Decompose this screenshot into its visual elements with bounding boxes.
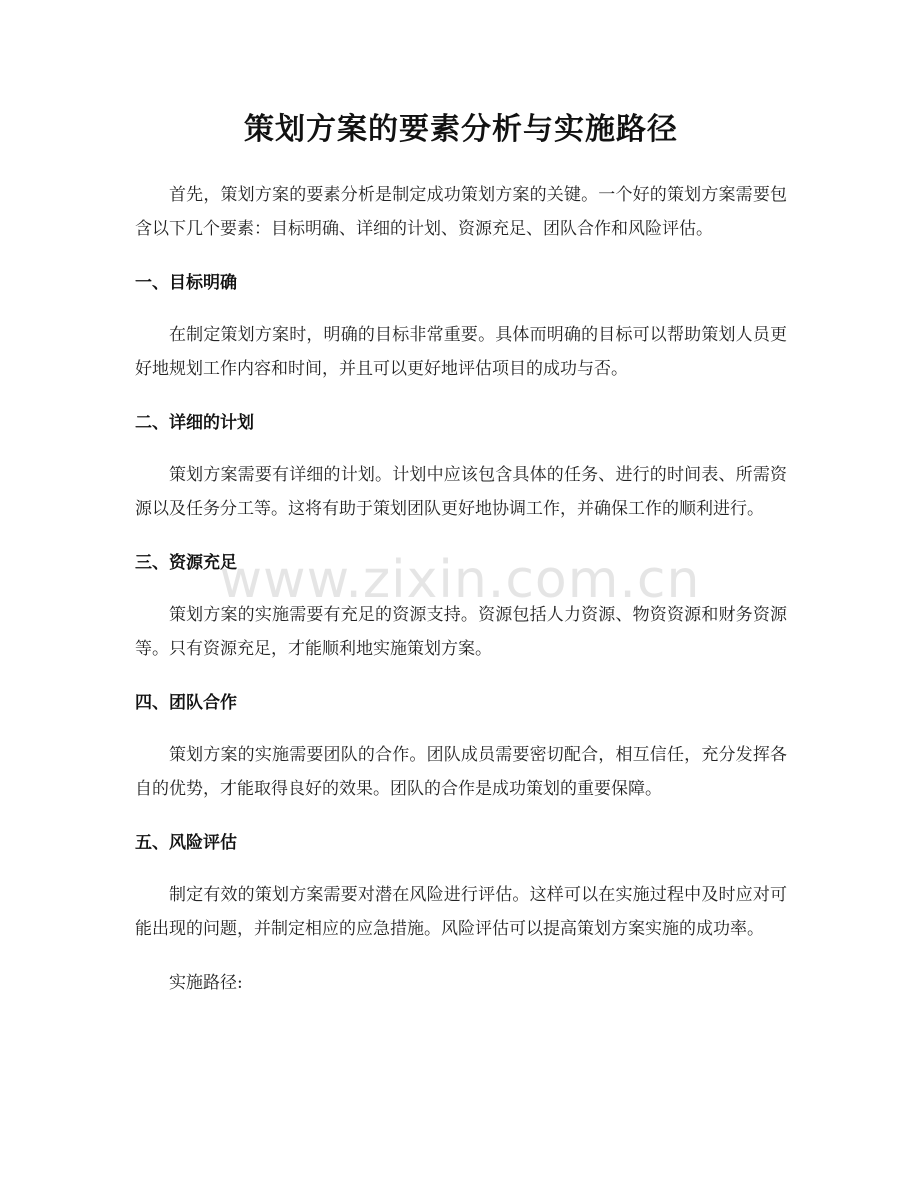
section-heading: 一、目标明确 <box>135 273 237 293</box>
section-paragraph: 制定有效的策划方案需要对潜在风险进行评估。这样可以在实施过程中及时应对可能出现的问题，并制定相应的应急措施。风险评估可以提高策划方案实施的成功率。 <box>135 885 787 939</box>
section-resources <box>135 546 787 666</box>
section-teamwork <box>135 686 787 806</box>
section-paragraph: 策划方案需要有详细的计划。计划中应该包含具体的任务、进行的时间表、所需资源以及任务分工等。这将有助于策划团队更好地协调工作，并确保工作的顺利进行。 <box>135 465 787 519</box>
section-paragraph: 策划方案的实施需要团队的合作。团队成员需要密切配合，相互信任，充分发挥各自的优势，才能取得良好的效果。团队的合作是成功策划的重要保障。 <box>135 745 787 799</box>
document-title: 策划方案的要素分析与实施路径 <box>244 112 678 147</box>
section-paragraph: 在制定策划方案时，明确的目标非常重要。具体而明确的目标可以帮助策划人员更好地规划工作内容和时间，并且可以更好地评估项目的成功与否。 <box>135 325 787 379</box>
section-heading: 四、团队合作 <box>135 693 237 713</box>
section-heading: 二、详细的计划 <box>135 413 254 433</box>
section-plan <box>135 406 787 526</box>
watermark: www.zixin.com.cn <box>219 550 701 610</box>
document-content <box>135 100 787 1000</box>
section-paragraph: 策划方案的实施需要有充足的资源支持。资源包括人力资源、物资资源和财务资源等。只有资源充足，才能顺利地实施策划方案。 <box>135 605 787 659</box>
section-heading: 五、风险评估 <box>135 833 237 853</box>
section-heading: 三、资源充足 <box>135 553 237 573</box>
closing-paragraph: 实施路径: <box>169 973 243 993</box>
intro-paragraph: 首先，策划方案的要素分析是制定成功策划方案的关键。一个好的策划方案需要包含以下几个要素：目标明确、详细的计划、资源充足、团队合作和风险评估。 <box>135 185 787 239</box>
section-goal <box>135 266 787 386</box>
section-risk <box>135 826 787 946</box>
